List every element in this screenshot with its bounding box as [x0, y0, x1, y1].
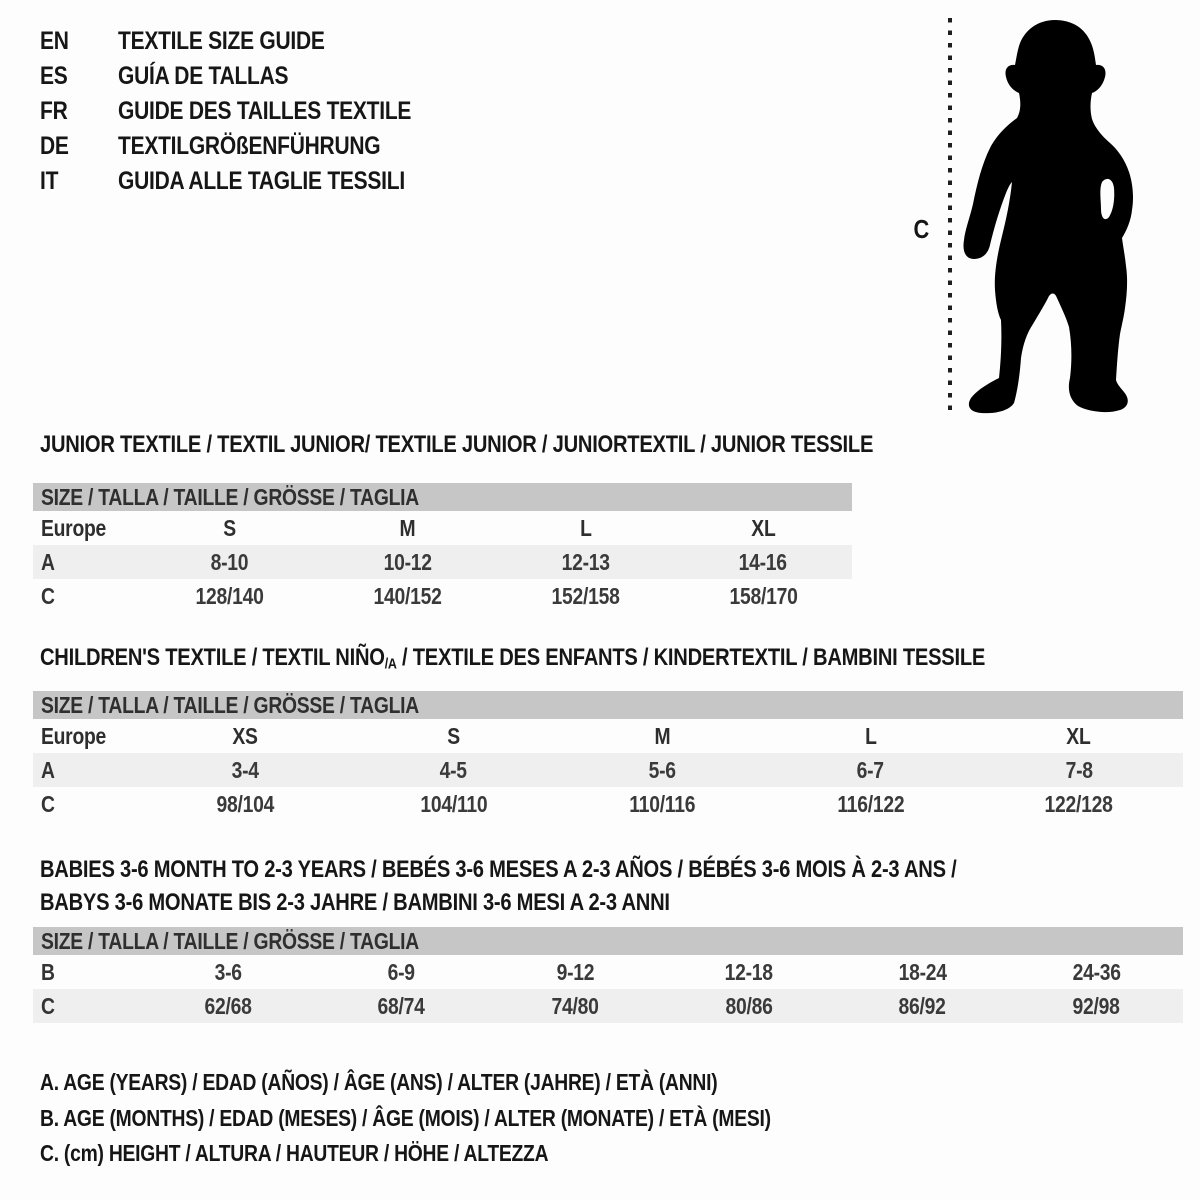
size-cell: 4-5	[440, 756, 468, 783]
size-cell: 92/98	[1072, 992, 1120, 1019]
lang-code: IT	[40, 167, 59, 195]
size-cell: 3-6	[214, 958, 242, 985]
junior-section-title: JUNIOR TEXTILE / TEXTIL JUNIOR/ TEXTILE JUNIOR / JUNIORTEXTIL / JUNIOR TESSILE	[40, 431, 874, 458]
size-cell: 3-4	[231, 756, 259, 783]
size-cell: 98/104	[216, 790, 274, 817]
babies-section-title: BABIES 3-6 MONTH TO 2-3 YEARS / BEBÉS 3-6 MESES A 2-3 AÑOS / BÉBÉS 3-6 MOIS À 2-3 ANS / BABYS 3-6 MONATE BIS 2-3 JAHRE / BAMBINI 3-6 MESI A 2-3 ANNI	[40, 856, 957, 916]
lang-title: TEXTILGRÖßENFÜHRUNG	[118, 132, 381, 160]
size-cell: XS	[232, 722, 258, 749]
title-subscript: /A	[384, 656, 397, 673]
babies-size-table-body	[33, 955, 1183, 1023]
size-cell: 68/74	[377, 992, 426, 1019]
size-cell: S	[223, 514, 237, 541]
row-label: Europe	[41, 722, 107, 749]
size-cell: 5-6	[648, 756, 676, 783]
size-cell: 62/68	[204, 992, 252, 1019]
lang-code: FR	[40, 97, 68, 125]
lang-code: DE	[40, 132, 69, 160]
row-label: Europe	[41, 514, 107, 541]
size-cell: 116/122	[836, 790, 904, 817]
lang-code: ES	[40, 62, 68, 90]
size-cell: 14-16	[739, 548, 788, 575]
lang-title: GUIDA ALLE TAGLIE TESSILI	[118, 167, 405, 195]
size-cell: L	[864, 722, 877, 749]
size-cell: 18-24	[898, 958, 947, 985]
size-cell: 152/158	[551, 582, 620, 609]
junior-size-table	[33, 483, 852, 613]
row-label: C	[41, 582, 55, 609]
size-cell: 10-12	[383, 548, 432, 575]
table-row-europe	[33, 719, 1183, 753]
size-cell: 12-18	[724, 958, 773, 985]
lang-row-en	[40, 24, 467, 59]
height-measure-line	[948, 18, 952, 418]
lang-row-de	[40, 129, 467, 164]
lang-code: EN	[40, 27, 69, 55]
row-label: A	[41, 756, 55, 783]
toddler-silhouette-icon	[962, 12, 1144, 422]
size-cell: 110/116	[629, 790, 695, 817]
lang-row-fr	[40, 94, 467, 129]
babies-size-table	[33, 927, 1183, 1023]
table-row-a	[33, 753, 1183, 787]
size-cell: S	[447, 722, 460, 749]
size-cell: 122/128	[1044, 790, 1113, 817]
size-cell: 9-12	[556, 958, 595, 985]
size-cell: M	[399, 514, 416, 541]
children-size-table-body	[33, 719, 1183, 821]
lang-title: TEXTILE SIZE GUIDE	[118, 27, 325, 55]
row-label: C	[41, 790, 55, 817]
height-measure-label: C	[913, 214, 930, 244]
size-cell: 158/170	[729, 582, 798, 609]
lang-row-it	[40, 164, 467, 199]
table-row-b	[33, 955, 1183, 989]
table-row-europe	[33, 511, 852, 545]
note-age-months: B. AGE (MONTHS) / EDAD (MESES) / ÂGE (MOIS) / ALTER (MONATE) / ETÀ (MESI)	[40, 1104, 771, 1131]
row-label: A	[41, 548, 55, 575]
lang-row-es	[40, 59, 467, 94]
size-table-header: SIZE / TALLA / TAILLE / GRÖSSE / TAGLIA	[33, 691, 1183, 719]
table-row-c	[33, 787, 1183, 821]
language-title-block	[40, 24, 467, 199]
size-cell: 24-36	[1072, 958, 1121, 985]
children-size-table	[33, 691, 1183, 821]
note-age-years: A. AGE (YEARS) / EDAD (AÑOS) / ÂGE (ANS) / ALTER (JAHRE) / ETÀ (ANNI)	[40, 1069, 718, 1095]
size-cell: 80/86	[725, 992, 773, 1019]
table-row-a	[33, 545, 852, 579]
size-cell: 6-9	[387, 958, 416, 985]
size-cell: 128/140	[195, 582, 264, 609]
size-cell: 12-13	[561, 548, 610, 575]
row-label: B	[41, 958, 55, 985]
size-cell: XL	[1066, 722, 1091, 749]
row-label: C	[41, 992, 55, 1019]
lang-title: GUIDE DES TAILLES TEXTILE	[118, 97, 412, 125]
size-cell: 86/92	[898, 992, 947, 1019]
legend-notes	[40, 1069, 910, 1176]
size-table-header: SIZE / TALLA / TAILLE / GRÖSSE / TAGLIA	[33, 927, 1183, 955]
size-cell: 8-10	[211, 548, 249, 575]
size-cell: M	[654, 722, 670, 749]
lang-title: GUÍA DE TALLAS	[118, 62, 289, 90]
size-cell: XL	[751, 514, 776, 541]
size-cell: 140/152	[373, 582, 442, 609]
table-row-c	[33, 579, 852, 613]
size-cell: 7-8	[1065, 756, 1093, 783]
size-table-header: SIZE / TALLA / TAILLE / GRÖSSE / TAGLIA	[33, 483, 852, 511]
size-cell: 6-7	[856, 756, 885, 783]
note-height-cm: C. (cm) HEIGHT / ALTURA / HAUTEUR / HÖHE / ALTEZZA	[40, 1140, 549, 1166]
table-row-c	[33, 989, 1183, 1023]
junior-size-table-body	[33, 511, 852, 613]
children-section-title: CHILDREN'S TEXTILE / TEXTIL $NIÑO_{/A}$ / TEXTILE DES ENFANTS / KINDERTEXTIL / BAMBINI TESSILE	[40, 644, 986, 673]
size-cell: L	[579, 514, 592, 541]
size-cell: 104/110	[420, 790, 488, 817]
size-cell: 74/80	[551, 992, 599, 1019]
